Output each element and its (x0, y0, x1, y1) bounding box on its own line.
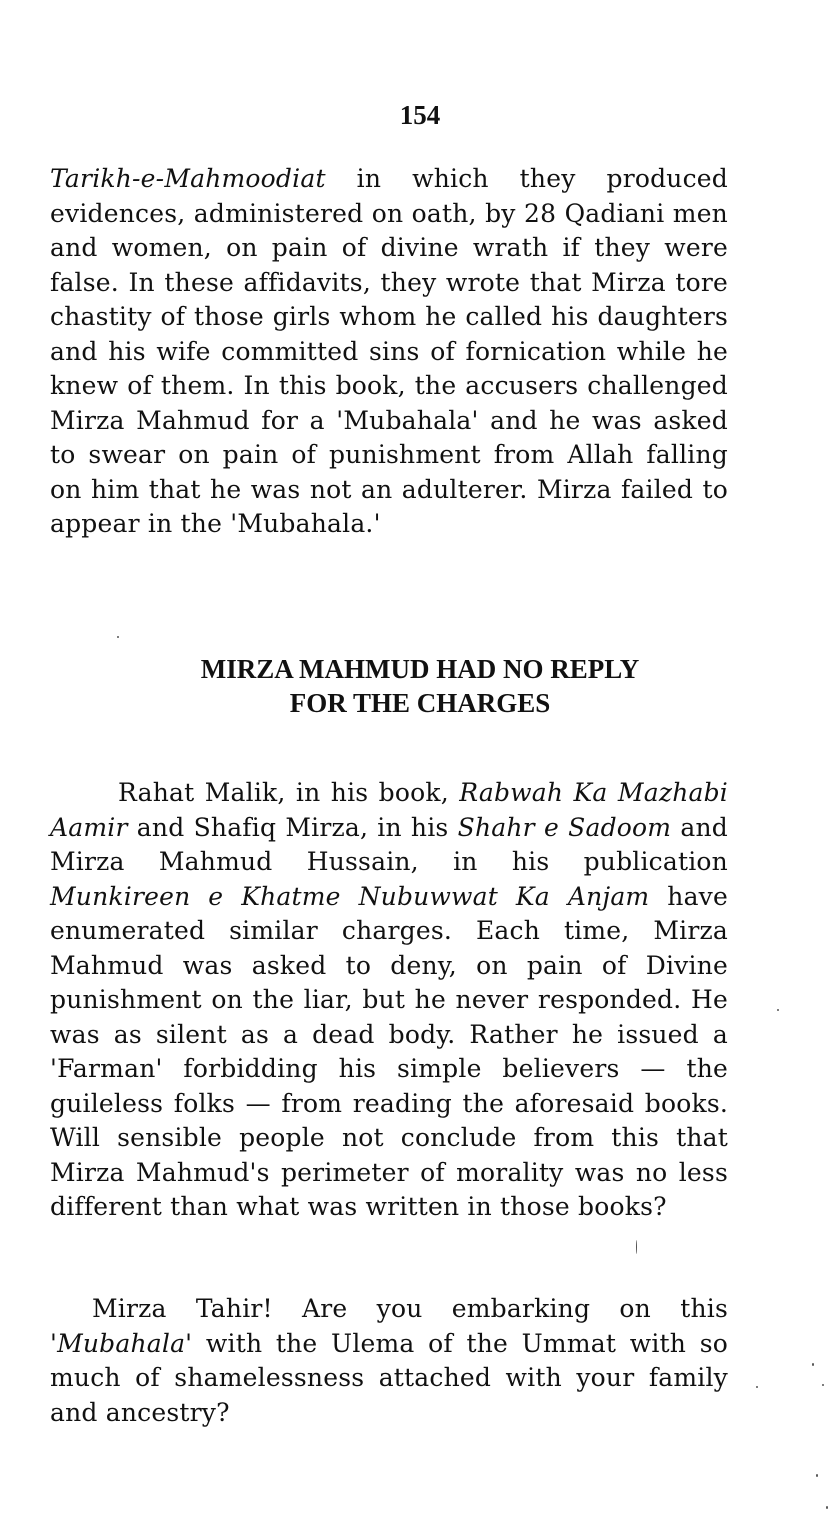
book-title-munkireen: Munkireen e Khatme Nubuwwat Ka Anjam (50, 881, 650, 911)
heading-line-1: MIRZA MAHMUD HAD NO REPLY (200, 654, 640, 684)
scan-speck (812, 1363, 814, 1366)
book-title-tarikh-e-mahmoodiat: Tarikh-e-Mahmoodiat (50, 164, 326, 193)
paragraph-text: in which they produced evidences, administered on oath, by 28 Qadiani men and women, on pain of divine wrath if they were false. In these affidavits, they wrote that Mirza tore chastity of those girls whom he called his daughters and his wife committed sins of fornication while he knew of them. In this book, the accusers challenged Mirza Mahmud for a 'Mubahala' and he was asked to swear on pain of punishment from Allah falling on him that he was not an adulterer. Mirza failed to appear in the 'Mubahala.' (50, 164, 728, 538)
paragraph-text: Rahat Malik, in his book, (118, 778, 460, 807)
paragraph-text: have enumerated similar charges. Each time, Mirza Mahmud was asked to deny, on pain of Divine punishment on the liar, but he never responded. He was as silent as a dead body. Rather he issued a 'Farman' forbidding his simple believers — the guileless folks — from reading the aforesaid books. Will sensible people not conclude from this that Mirza Mahmud's perimeter of morality was no less different than what was written in those books? (50, 881, 728, 1221)
book-title-rabwah-ka-mazhabi-aamir: Rabwah Ka Mazhabi Aamir (50, 778, 728, 842)
scan-speck (756, 1386, 758, 1388)
scan-speck (777, 1009, 779, 1011)
paragraph-tarikh-e-mahmoodiat (50, 162, 728, 542)
heading-line-2: FOR THE CHARGES (289, 688, 551, 718)
scan-speck (117, 636, 119, 638)
paragraph-text: with the Ulema of the Ummat with so much of shamelessness attached with your family and ancestry? (50, 1328, 728, 1427)
scan-speck (826, 1506, 828, 1509)
scan-speck (822, 1384, 824, 1386)
section-heading (0, 652, 840, 720)
term-mubahala: 'Mubahala' (50, 1328, 193, 1358)
paragraph-text: and Shafiq Mirza, in his (127, 812, 458, 842)
paragraph-text: Mirza Tahir! Are you embarking on this (92, 1294, 728, 1323)
book-title-shahr-e-sadoom: Shahr e Sadoom (457, 812, 672, 842)
scan-speck (816, 1474, 818, 1477)
paragraph-charges (50, 776, 728, 1225)
paragraph-mirza-tahir (50, 1292, 728, 1430)
paragraph-text: and Mirza Mahmud Hussain, in his publication (50, 812, 728, 876)
page-number: 154 (399, 100, 441, 130)
scan-speck (636, 1240, 637, 1254)
